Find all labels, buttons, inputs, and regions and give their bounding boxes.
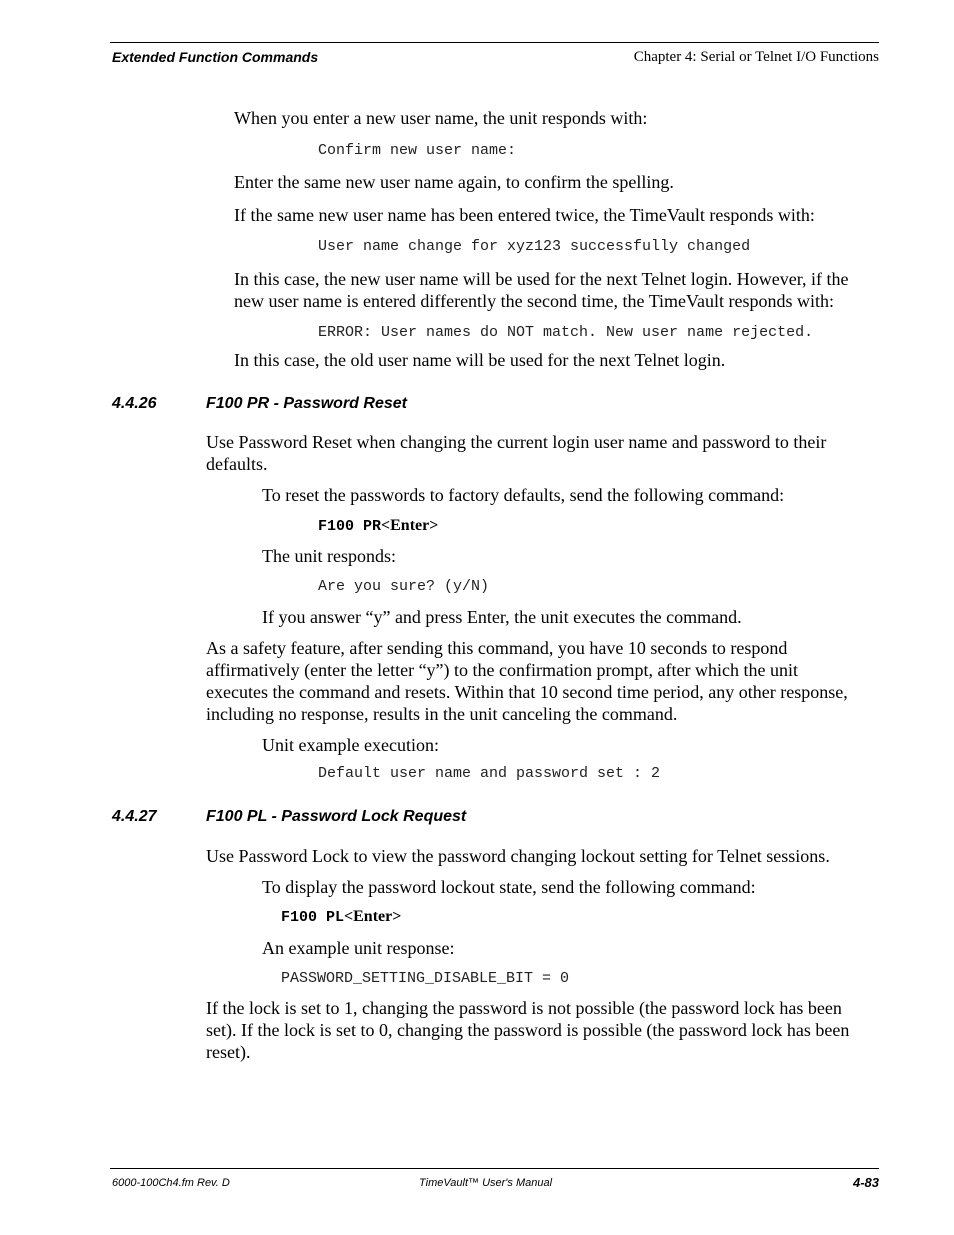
section-title: F100 PR - Password Reset [206, 395, 407, 412]
paragraph: In this case, the old user name will be used for the next Telnet login. [234, 350, 726, 370]
paragraph: The unit responds: [262, 546, 396, 566]
paragraph-line: executes the command and resets. Within that 10 second time period, any other response, [206, 682, 848, 702]
paragraph-line: As a safety feature, after sending this command, you have 10 seconds to respond [206, 638, 788, 658]
paragraph-line: Use Password Reset when changing the current login user name and password to their [206, 432, 827, 452]
paragraph: To display the password lockout state, send the following command: [262, 877, 756, 897]
paragraph-line: set). If the lock is set to 0, changing the password is possible (the password lock has been [206, 1020, 850, 1040]
code-line: ERROR: User names do NOT match. New user name rejected. [318, 324, 814, 341]
code-line: Are you sure? (y/N) [318, 578, 490, 595]
paragraph: To reset the passwords to factory defaults, send the following command: [262, 485, 785, 505]
command-line [281, 908, 401, 926]
paragraph: When you enter a new user name, the unit responds with: [234, 108, 648, 128]
code-line: Confirm new user name: [318, 142, 517, 159]
paragraph-line: In this case, the new user name will be used for the next Telnet login. However, if the [234, 269, 849, 289]
footer-rule [110, 1168, 879, 1169]
paragraph: Use Password Lock to view the password changing lockout setting for Telnet sessions. [206, 846, 830, 866]
paragraph: Enter the same new user name again, to confirm the spelling. [234, 172, 674, 192]
code-line: Default user name and password set : 2 [318, 765, 661, 782]
command-key: <Enter> [344, 908, 402, 925]
paragraph-line: including no response, results in the unit canceling the command. [206, 704, 678, 724]
footer-manual-title: TimeVault™ User's Manual [419, 1177, 553, 1189]
command-code: F100 PR [318, 518, 382, 535]
command-key: <Enter> [381, 517, 439, 534]
section-number: 4.4.26 [112, 395, 157, 412]
footer-page-number: 4-83 [852, 1175, 879, 1190]
paragraph: Unit example execution: [262, 735, 439, 755]
header-rule [110, 42, 879, 43]
command-code: F100 PL [281, 909, 345, 926]
section-number: 4.4.27 [112, 808, 157, 825]
header-chapter-title: Chapter 4: Serial or Telnet I/O Functions [633, 49, 879, 65]
paragraph-line: defaults. [206, 454, 268, 474]
paragraph-line: If the lock is set to 1, changing the password is not possible (the password lock has been [206, 998, 842, 1018]
code-line: User name change for xyz123 successfully changed [318, 238, 751, 255]
header-section-title: Extended Function Commands [112, 49, 319, 65]
paragraph-line: reset). [206, 1042, 251, 1062]
code-line: PASSWORD_SETTING_DISABLE_BIT = 0 [281, 970, 570, 987]
command-line [318, 517, 438, 535]
paragraph: If you answer “y” and press Enter, the unit executes the command. [262, 607, 742, 627]
footer-file-revision: 6000-100Ch4.fm Rev. D [112, 1177, 230, 1189]
paragraph-line: affirmatively (enter the letter “y”) to the confirmation prompt, after which the unit [206, 660, 798, 680]
paragraph: An example unit response: [262, 938, 455, 958]
section-title: F100 PL - Password Lock Request [206, 808, 467, 825]
paragraph: If the same new user name has been entered twice, the TimeVault responds with: [234, 205, 815, 225]
paragraph-line: new user name is entered differently the second time, the TimeVault responds with: [234, 291, 835, 311]
